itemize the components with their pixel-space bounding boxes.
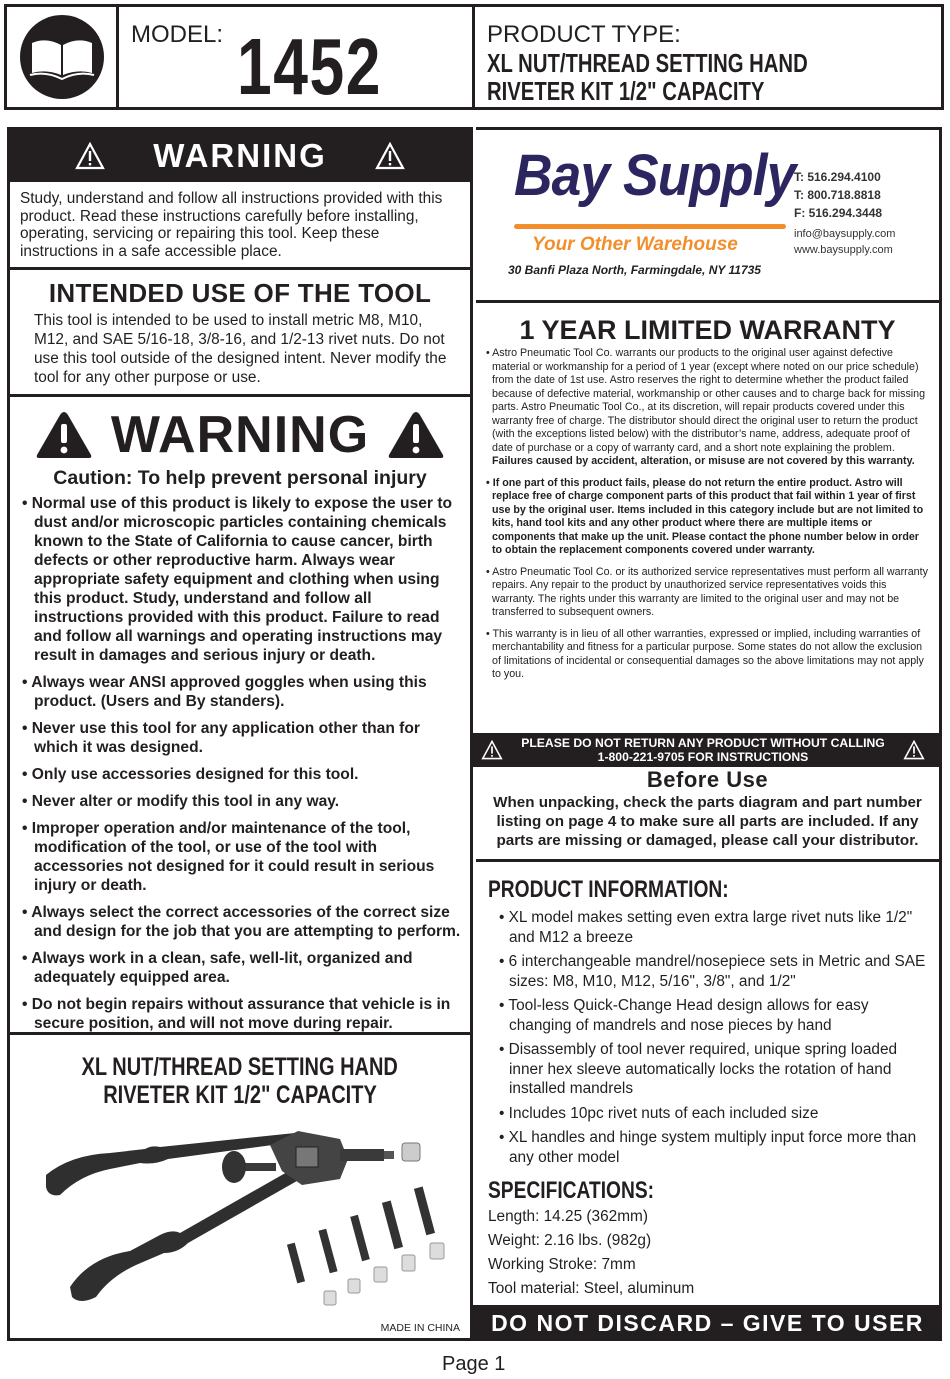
phone-1: T: 516.294.4100 — [794, 170, 881, 184]
warranty-p3-text: Astro Pneumatic Tool Co. or its authorized service representatives must perform all warranty repairs. Any repair to the product by unauthorized service representatives voids this warranty. The rights under this warranty are limited to the original user and may not be transferred to subsequent owners. — [492, 565, 928, 618]
warranty-p1-text: Astro Pneumatic Tool Co. warrants our products to the original user against defective material or workmanship for a period of 1 year (except where noted on our price schedule) from the date of 1st use. Astro reserves the right to determine whether the product failed because of defective material, workmanship or other causes and to charge back for missing parts. Astro Pneumatic Tool Co., at its discretion, will repair products covered under this warranty free of charge. The distributor should direct the original user to return the product (with the exceptions listed below) with the distributor’s name, address, adequate proof of date of purchase or a copy of warranty card, and a short note explaining the problem. — [492, 347, 926, 454]
intended-use-section — [10, 270, 470, 397]
call-line2: 1-800-221-9705 FOR INSTRUCTIONS — [597, 750, 809, 764]
warning-title: WARNING — [153, 137, 327, 174]
page-number: Page 1 — [442, 1353, 506, 1375]
list-item: • Never use this tool for any application other than for which it was designed. — [16, 719, 464, 757]
list-item: • Disassembly of tool never required, unique spring loaded inner hex sleeve automatically locks the rotation of hand installed mandrels — [488, 1040, 929, 1099]
spec-material: Tool material: Steel, aluminum — [488, 1280, 695, 1297]
right-column — [476, 127, 942, 1341]
warranty-p4-text: This warranty is in lieu of all other warranties, expressed or implied, including warranties of merchantability and fitness for a particular purpose. Some states do not allow the exclusion of limitations of incidental or consequential damages so the above limitations may not apply to you. — [492, 627, 924, 680]
warranty-title: 1 YEAR LIMITED WARRANTY — [519, 315, 896, 345]
product-type-line2: RIVETER KIT 1/2" CAPACITY — [487, 76, 765, 106]
caution-subtitle: Caution: To help prevent personal injury — [53, 467, 427, 489]
list-item: • Normal use of this product is likely to expose the user to dust and/or microscopic particles containing chemicals known to the State of California to cause cancer, birth defects or other reproductive harm. Always wear appropriate safety equipment and clothing when using this product. Study, understand and follow all instructions provided with this product. Failure to read and follow all warnings and operating instructions may result in damages and serious injury or death. — [16, 494, 464, 665]
model-number: 1452 — [237, 22, 383, 111]
list-item: • Only use accessories designed for this tool. — [16, 765, 464, 784]
product-info-title: PRODUCT INFORMATION: — [488, 876, 729, 903]
warning-triangle-icon — [387, 410, 445, 460]
product-photo-section — [10, 1035, 470, 1340]
before-use-text: When unpacking, check the parts diagram and part number listing on page 4 to make sure all parts are included. If any parts are missing or damaged, please call your distributor. — [493, 794, 922, 849]
product-type-line1: XL NUT/THREAD SETTING HAND — [487, 48, 808, 78]
fax: F: 516.294.3448 — [794, 206, 883, 220]
open-book-icon — [18, 13, 106, 101]
list-item: • Always select the correct accessories of the correct size and design for the job that you are attempting to perform. — [16, 903, 464, 941]
warning-triangle-icon — [375, 142, 405, 170]
safety-warning-list — [16, 494, 464, 1033]
warning-banner — [10, 130, 470, 182]
list-item: • XL handles and hinge system multiply input force more than any other model — [488, 1128, 929, 1167]
warranty-paragraph: • If one part of this product fails, please do not return the entire product. Astro will replace free of charge component parts of this product that fail within 1 year of first use by the original user. Items included in this category include but are not limited to kits, hand tool kits and any other product where there are multiple items or components that make up the unit. Please contact the phone number below in order to obtain the replacement components covered under warranty. — [486, 476, 924, 556]
distributor-name: Bay Supply — [514, 143, 796, 208]
spec-weight: Weight: 2.16 lbs. (982g) — [488, 1232, 652, 1249]
distributor-address: 30 Banfi Plaza North, Farmingdale, NY 11735 — [508, 263, 761, 277]
product-info-list — [488, 908, 929, 1167]
logo-underline — [514, 224, 786, 229]
left-column — [7, 127, 473, 1341]
before-use-title: Before Use — [646, 767, 769, 792]
photo-title-line1: XL NUT/THREAD SETTING HAND — [81, 1053, 399, 1081]
product-type-value — [487, 49, 808, 105]
call-before-return-banner — [473, 733, 939, 767]
spec-length: Length: 14.25 (362mm) — [488, 1208, 648, 1225]
specifications-section — [488, 1177, 929, 1301]
product-information-section — [476, 862, 939, 1301]
do-not-discard-banner: DO NOT DISCARD – GIVE TO USER — [473, 1305, 942, 1341]
intended-use-title: INTENDED USE OF THE TOOL — [48, 278, 432, 308]
warranty-paragraph: • Astro Pneumatic Tool Co. or its authorized service representatives must perform all warranty repairs. Any repair to the product by unauthorized service representatives voids this warranty. The rights under this warranty are limited to the original user and may not be transferred to subsequent owners. — [486, 565, 928, 618]
product-type-cell — [475, 7, 941, 107]
list-item: • Always work in a clean, safe, well-lit, organized and adequately equipped area. — [16, 949, 464, 987]
website-link[interactable]: www.baysupply.com — [794, 244, 893, 256]
phone-2: T: 800.718.8818 — [794, 188, 881, 202]
list-item: • XL model makes setting even extra large rivet nuts like 1/2" and M12 a breeze — [488, 908, 929, 947]
list-item: • Never alter or modify this tool in any way. — [16, 792, 464, 811]
safety-warning-title: WARNING — [110, 406, 370, 464]
warranty-p2-text: If one part of this product fails, please do not return the entire product. Astro will replace free of charge component parts of this product that fail within 1 year of first use by the original user. Items included in this category include but are not limited to kits, hand tool kits and any other product where there are multiple items or components that make up the unit. Please contact the phone number below in order to obtain the replacement components covered under warranty. — [492, 476, 924, 556]
photo-title-line2: RIVETER KIT 1/2" CAPACITY — [103, 1081, 377, 1109]
spec-stroke: Working Stroke: 7mm — [488, 1256, 636, 1273]
warranty-section — [476, 303, 939, 733]
warranty-paragraph: • Astro Pneumatic Tool Co. warrants our products to the original user against defective material or workmanship for a period of 1 year (except where noted on our price schedule) from the date of 1st use. Astro reserves the right to determine whether the product failed because of defective material, workmanship or other causes and to charge back for missing parts. Astro Pneumatic Tool Co., at its discretion, will repair products covered under this warranty free of charge. The distributor should direct the original user to return the product (with the exceptions listed below) with the distributor’s name, address, adequate proof of date of purchase or a copy of warranty card, and a short note explaining the problem. Failures caused by accident, alteration, or misuse are not covered by this warranty. — [486, 347, 926, 467]
warranty-p1-bold: Failures caused by accident, alteration, or misuse are not covered by this warranty. — [492, 455, 915, 467]
list-item: • Improper operation and/or maintenance of the tool, modification of the tool, or use of the tool with accessories not designed for it could result in serious injury or death. — [16, 819, 464, 895]
distributor-contact — [794, 168, 895, 258]
email-link[interactable]: info@baysupply.com — [794, 228, 896, 240]
distributor-tagline: Your Other Warehouse — [532, 234, 738, 255]
safety-warning-header — [16, 405, 464, 465]
riveter-tool-image — [40, 1125, 460, 1315]
before-use-section — [476, 767, 939, 862]
model-label: MODEL: — [131, 21, 224, 48]
warning-triangle-icon — [903, 740, 925, 760]
product-photo-title — [10, 1053, 470, 1109]
warning-triangle-icon — [481, 740, 503, 760]
list-item: • Includes 10pc rivet nuts of each included size — [488, 1104, 929, 1124]
product-type-label: PRODUCT TYPE: — [487, 21, 681, 48]
call-line1: PLEASE DO NOT RETURN ANY PRODUCT WITHOUT CALLING — [521, 736, 885, 750]
intended-use-text: This tool is intended to be used to install metric M8, M10, M12, and SAE 5/16-18, 3/8-16, and 1/2-13 rivet nuts. Do not use this tool outside of the designed intent. Never modify the tool for any other purpose or use. — [34, 312, 447, 386]
made-in-label: MADE IN CHINA — [380, 1322, 460, 1334]
document-header — [4, 4, 944, 110]
specifications-title: SPECIFICATIONS: — [488, 1177, 655, 1204]
safety-warning-section — [10, 397, 470, 1035]
list-item: • Always wear ANSI approved goggles when using this product. (Users and By standers). — [16, 673, 464, 711]
distributor-logo-area — [476, 130, 939, 303]
warning-triangle-icon — [35, 410, 93, 460]
model-cell — [119, 7, 475, 111]
warning-text: Study, understand and follow all instructions provided with this product. Read these instructions carefully before installing, operating, servicing or repairing this tool. Keep these instructions in a safe accessible place. — [10, 182, 470, 270]
manual-icon-cell — [7, 7, 119, 107]
list-item: • 6 interchangeable mandrel/nosepiece sets in Metric and SAE sizes: M8, M10, M12, 5/16", 3/8", and 1/2" — [488, 952, 929, 991]
warning-triangle-icon — [75, 142, 105, 170]
list-item: • Tool-less Quick-Change Head design allows for easy changing of mandrels and nose pieces by hand — [488, 996, 929, 1035]
warranty-paragraph: • This warranty is in lieu of all other warranties, expressed or implied, including warranties of merchantability and fitness for a particular purpose. Some states do not allow the exclusion of limitations of incidental or consequential damages so the above limitations may not apply to you. — [486, 627, 924, 680]
list-item: • Do not begin repairs without assurance that vehicle is in secure position, and will not move during repair. — [16, 995, 464, 1033]
call-instructions — [521, 736, 885, 764]
